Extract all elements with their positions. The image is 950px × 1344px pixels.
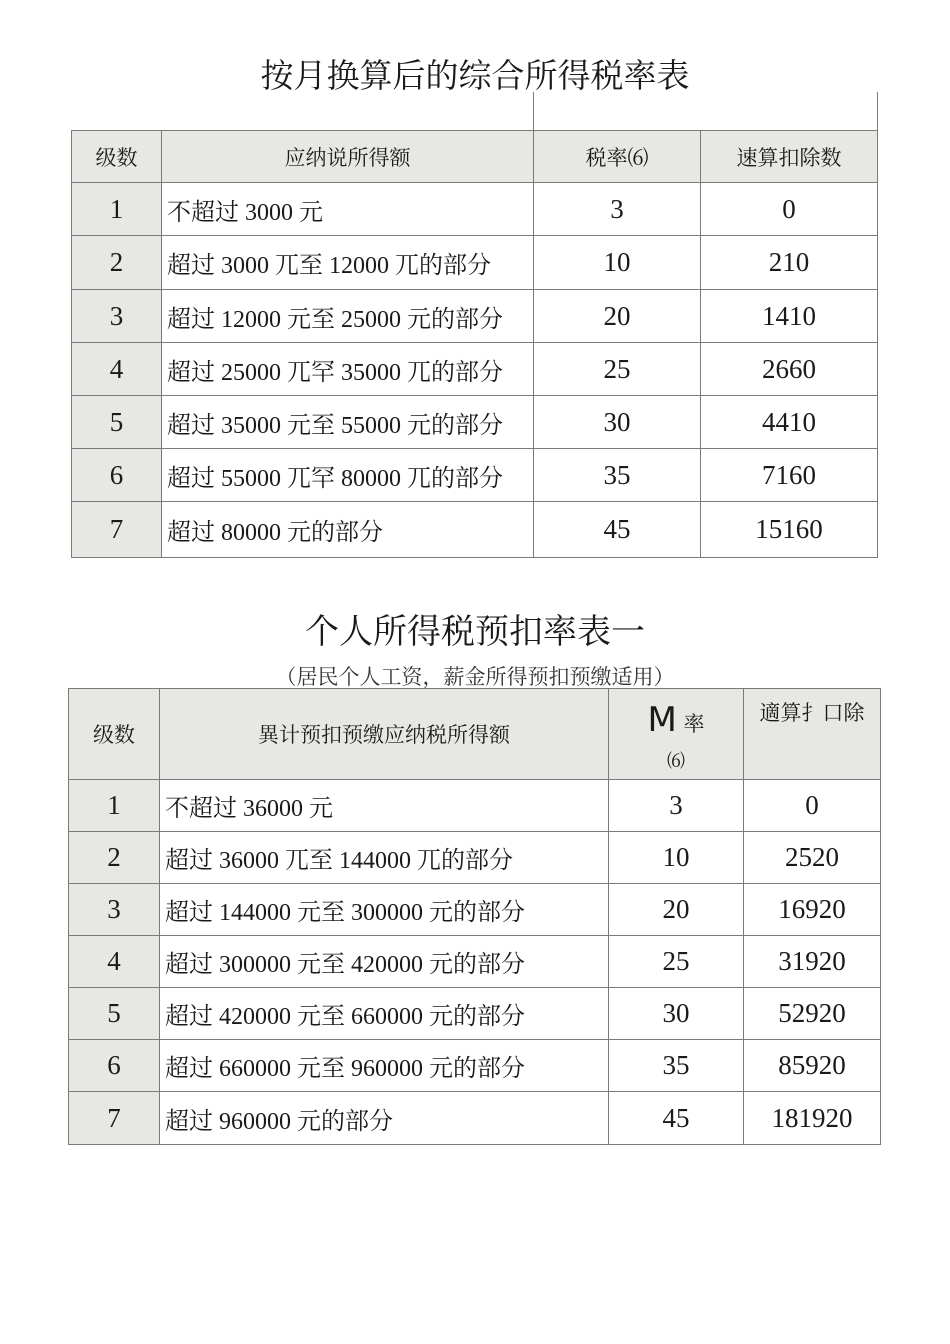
- table-row: [72, 343, 878, 396]
- rate-cell: 10: [534, 236, 701, 290]
- income-range-cell: 超过 660000 元至 960000 元的部分: [160, 1040, 609, 1092]
- rate-cell: 3: [609, 780, 744, 832]
- rate-cell: 45: [609, 1092, 744, 1145]
- monthly-tax-rate-table: [71, 130, 878, 558]
- table-row: [69, 780, 881, 832]
- table-row: [69, 884, 881, 936]
- table-row: [72, 183, 878, 236]
- income-range-cell: 超过 144000 元至 300000 元的部分: [160, 884, 609, 936]
- income-range-cell: 超过 25000 兀罕 35000 兀的部分: [162, 343, 534, 396]
- rate-cell: 35: [609, 1040, 744, 1092]
- deduction-cell: 52920: [744, 988, 881, 1040]
- table-row: [72, 449, 878, 502]
- table2-body: [69, 780, 881, 1145]
- table-header-row: [69, 689, 881, 780]
- level-cell: 4: [72, 343, 162, 396]
- rate-cell: 3: [534, 183, 701, 236]
- income-range-cell: 超过 36000 兀至 144000 兀的部分: [160, 832, 609, 884]
- table2-title: 个人所得税预扣率表一: [305, 612, 645, 652]
- col-header-income: 应纳说所得额: [162, 131, 534, 183]
- rate-cell: 30: [534, 396, 701, 449]
- table-row: [72, 502, 878, 558]
- level-cell: 2: [69, 832, 160, 884]
- table1-title: 按月换算后的综合所得税率表: [260, 56, 690, 95]
- col-header-deduction: 速算扣除数: [701, 131, 878, 183]
- deduction-cell: 0: [701, 183, 878, 236]
- table1-header-stub: [533, 92, 878, 130]
- level-cell: 4: [69, 936, 160, 988]
- table2-subtitle: （居民个人工资，薪金所得预扣预缴适用）: [275, 665, 675, 689]
- table-row: [72, 290, 878, 343]
- deduction-cell: 15160: [701, 502, 878, 558]
- deduction-cell: 210: [701, 236, 878, 290]
- rate-cell: 20: [534, 290, 701, 343]
- deduction-cell: 4410: [701, 396, 878, 449]
- level-cell: 7: [69, 1092, 160, 1145]
- withholding-rate-table: [68, 688, 881, 1145]
- table-row: [72, 396, 878, 449]
- rate-header-unit: ⑹: [667, 751, 685, 772]
- deduction-cell: 2520: [744, 832, 881, 884]
- rate-cell: 20: [609, 884, 744, 936]
- level-cell: 5: [69, 988, 160, 1040]
- income-range-cell: 超过 300000 元至 420000 元的部分: [160, 936, 609, 988]
- table-row: [69, 1040, 881, 1092]
- level-cell: 2: [72, 236, 162, 290]
- rate-cell: 30: [609, 988, 744, 1040]
- col-header-rate: [609, 689, 744, 780]
- rate-header-label: 率: [683, 712, 705, 736]
- table-row: [69, 988, 881, 1040]
- level-cell: 6: [69, 1040, 160, 1092]
- income-range-cell: 超过 55000 兀罕 80000 兀的部分: [162, 449, 534, 502]
- income-range-cell: 超过 960000 元的部分: [160, 1092, 609, 1145]
- income-range-cell: 超过 80000 元的部分: [162, 502, 534, 558]
- deduction-cell: 16920: [744, 884, 881, 936]
- col-header-income: 異计预扣预缴应纳税所得额: [160, 689, 609, 780]
- income-range-cell: 超过 35000 元至 55000 元的部分: [162, 396, 534, 449]
- table-header-row: [72, 131, 878, 183]
- col-header-level: 级数: [72, 131, 162, 183]
- level-cell: 3: [69, 884, 160, 936]
- table1-body: [72, 183, 878, 558]
- income-range-cell: 不超过 3000 元: [162, 183, 534, 236]
- rate-cell: 45: [534, 502, 701, 558]
- rate-cell: 25: [534, 343, 701, 396]
- level-cell: 7: [72, 502, 162, 558]
- rate-cell: 10: [609, 832, 744, 884]
- level-cell: 5: [72, 396, 162, 449]
- level-cell: 6: [72, 449, 162, 502]
- deduction-cell: 31920: [744, 936, 881, 988]
- rate-cell: 25: [609, 936, 744, 988]
- level-cell: 1: [69, 780, 160, 832]
- deduction-cell: 1410: [701, 290, 878, 343]
- col-header-level: 级数: [69, 689, 160, 780]
- income-range-cell: 超过 3000 兀至 12000 兀的部分: [162, 236, 534, 290]
- deduction-cell: 0: [744, 780, 881, 832]
- table-row: [72, 236, 878, 290]
- col-header-rate: 税率⑹: [534, 131, 701, 183]
- level-cell: 3: [72, 290, 162, 343]
- col-header-deduction: 適算扌口除: [744, 689, 881, 780]
- deduction-cell: 7160: [701, 449, 878, 502]
- rate-cell: 35: [534, 449, 701, 502]
- income-range-cell: 不超过 36000 元: [160, 780, 609, 832]
- income-range-cell: 超过 420000 元至 660000 元的部分: [160, 988, 609, 1040]
- table-row: [69, 832, 881, 884]
- table-row: [69, 936, 881, 988]
- deduction-cell: 181920: [744, 1092, 881, 1145]
- rate-header-glyph: M: [647, 700, 677, 740]
- deduction-cell: 85920: [744, 1040, 881, 1092]
- deduction-cell: 2660: [701, 343, 878, 396]
- income-range-cell: 超过 12000 元至 25000 元的部分: [162, 290, 534, 343]
- level-cell: 1: [72, 183, 162, 236]
- table-row: [69, 1092, 881, 1145]
